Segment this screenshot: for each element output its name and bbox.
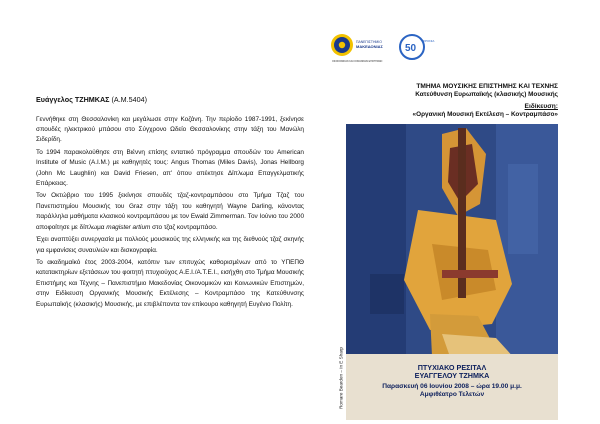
university-name: ΜΑΚΕΔΟΝΙΑΣ bbox=[356, 44, 383, 49]
bio-paragraph-4: Έχει αναπτύξει συνεργασία με πολλούς μουσικούς της ελληνικής και της διεθνούς τζαζ σκηνής για εμφανίσεις συναυλιών και δισκογραφία. bbox=[36, 236, 304, 254]
bio-paragraph-2: Το 1994 παρακολούθησε στη Βιέννη επίσης εντατικό πρόγραμμα σπουδών του American Institute of Music (A.I.M.) με καθηγητές τους: Angus Thomas (Miles Davis), Jonas Hellborg (John Mc Laughlin) και David Friesen, απ' όπου απέκτησε Δίπλωμα Επαγγελματικής Επάρκειας. bbox=[36, 148, 304, 188]
anniversary-text: ΧΡΟΝΙΑ bbox=[423, 39, 435, 43]
department-name: ΤΜΗΜΑ ΜΟΥΣΙΚΗΣ ΕΠΙΣΤΗΜΗΣ ΚΑΙ ΤΕΧΝΗΣ bbox=[416, 83, 558, 90]
bio-paragraph-3-tail: στο τζαζ κοντραμπάσο. bbox=[152, 223, 218, 231]
author-id: (Α.Μ.5404) bbox=[111, 95, 148, 104]
recital-venue: Αμφιθέατρο Τελετών bbox=[419, 391, 485, 399]
artwork-caption bbox=[336, 336, 346, 420]
artwork-caption-text: Romare Bearden – In E Sharp bbox=[338, 347, 344, 409]
recital-performer: ΕΥΑΓΓΕΛΟΥ ΤΖΗΜΚΑ bbox=[414, 371, 490, 381]
anniversary-number: 50 bbox=[405, 43, 417, 54]
bio-paragraph-3-text: Τον Οκτώβριο του 1995 ξεκίνησε σπουδές τζαζ-κοντραμπάσου στο Τμήμα Τζαζ του Πανεπιστημίου Μουσικής του Graz στην τάξη του καθηγητή Wayne Darling, κάνοντας παράλληλα μαθήματα κλασικού κοντραμπάσου με τον Ewald Zimmerman. Τον Ιούνιο του 2000 αποφοίτησε με δίπλωμα bbox=[36, 192, 304, 231]
university-emblem-icon bbox=[331, 34, 353, 56]
recital-date: Παρασκευή 06 Ιουνίου 2008 – ώρα 19.00 μ.μ. bbox=[382, 382, 522, 390]
bio-paragraph-3 bbox=[36, 191, 304, 233]
biography-column bbox=[36, 96, 304, 312]
bio-paragraph-1: Γεννήθηκε στη Θεσσαλονίκη και μεγάλωσε στην Κοζάνη. Την περίοδο 1987-1991, ξεκίνησε σπουδές ηλεκτρικού μπάσου στο Σύγχρονο Ωδείο Θεσσαλονίκης στην τάξη του Μανώλη Σιδερίδη. bbox=[36, 115, 304, 144]
university-subtitle: ΟΙΚΟΝΟΜΙΚΩΝ ΚΑΙ ΚΟΙΝΩΝΙΚΩΝ ΕΠΙΣΤΗΜΩΝ bbox=[332, 61, 383, 63]
recital-title: ΠΤΥΧΙΑΚΟ ΡΕΣΙΤΑΛ bbox=[417, 363, 487, 372]
bio-paragraph-5: Το ακαδημαϊκό έτος 2003-2004, κατόπιν των επιτυχώς καθορισμένων από το ΥΠΕΠΘ κατατακτηρίων εξετάσεων του φοιτητή πτυχιούχος Α.Ε.Ι./Α.Τ.Ε.Ι., εισήχθη στο Τμήμα Μουσικής Επιστήμης και Τέχνης – Πανεπιστήμιο Μακεδονίας Οικονομικών και Κοινωνικών Επιστημών, στην Ειδίκευση Οργανικής Μουσικής Εκτέλεσης – Κοντραμπάσο της Κατεύθυνσης Ευρωπαϊκής (κλασικής) Μουσικής, με επιβλέποντα τον επίκουρο καθηγητή Ευγένιο Πολίτη. bbox=[36, 258, 304, 308]
university-logo bbox=[330, 32, 400, 78]
author-line bbox=[36, 96, 304, 105]
university-word: ΠΑΝΕΠΙΣΤΗΜΙΟ bbox=[356, 40, 382, 44]
author-name: Ευάγγελος ΤΖΗΜΚΑΣ bbox=[36, 95, 110, 104]
logos-row bbox=[330, 32, 570, 82]
direction-name: Κατεύθυνση Ευρωπαϊκής (κλασικής) Μουσικής bbox=[415, 91, 558, 98]
bio-italic-term: magister artium bbox=[106, 223, 151, 231]
specialization-label: Ειδίκευση: bbox=[524, 103, 558, 110]
recital-info bbox=[346, 364, 558, 400]
specialization-name: «Οργανική Μουσική Εκτέλεση – Κοντραμπάσο» bbox=[412, 111, 558, 118]
anniversary-logo bbox=[396, 32, 436, 66]
department-header bbox=[350, 83, 558, 119]
